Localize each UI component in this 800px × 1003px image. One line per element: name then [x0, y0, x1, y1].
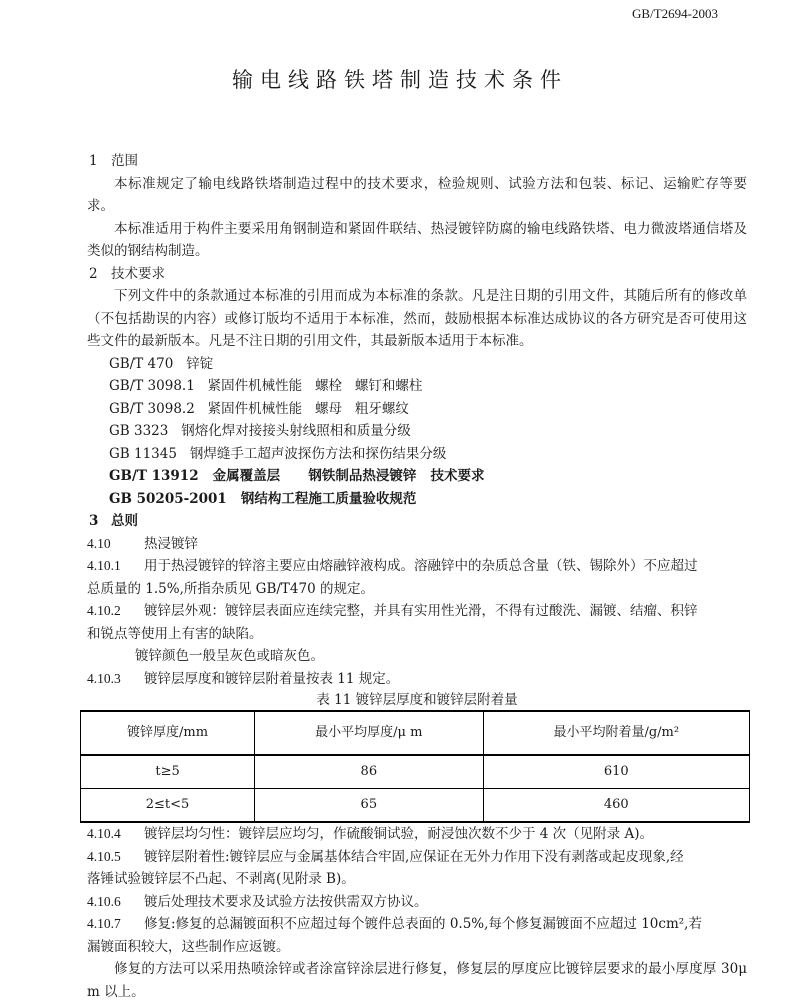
zinc-coating-table	[80, 710, 750, 823]
table-header-row	[81, 711, 750, 755]
reference-item: GB 11345 钢焊缝手工超声波探伤方法和探伤结果分级	[109, 445, 447, 462]
clause: 4.10.4 镀锌层均匀性：镀锌层应均匀，作硫酸铜试验，耐浸蚀次数不少于 4 次（见附录 A)。	[87, 826, 653, 842]
table-cell: 86	[255, 755, 483, 789]
table-cell: 460	[483, 789, 749, 823]
table-cell: 65	[255, 789, 483, 823]
reference-item: GB 3323 钢熔化焊对接接头射线照相和质量分级	[109, 423, 411, 439]
reference-item: GB/T 13912 金属覆盖层 钢铁制品热浸镀锌 技术要求	[109, 468, 485, 484]
section-heading: 1 范围	[89, 153, 138, 169]
table-header-cell: 最小平均厚度/μ m	[255, 711, 483, 755]
paragraph: 下列文件中的条款通过本标准的引用而成为本标准的条款。凡是注日期的引用文件，其随后所有的修改单（不包括勘误的内容）或修订版均不适用于本标准，然而，鼓励根据本标准达成协议的各方研究是否可使用这些文件的最新版本。凡是不注日期的引用文件，其最新版本适用于本标准。	[87, 288, 747, 349]
clause: 4.10.6 镀后处理技术要求及试验方法按供需双方协议。	[87, 893, 428, 910]
clause-continuation: 漏镀面积较大，这些制作应返镀。	[87, 938, 290, 955]
table-row	[81, 755, 750, 789]
table-cell: t≥5	[81, 755, 255, 789]
document-code: GB/T2694-2003	[632, 6, 718, 21]
reference-item: GB/T 3098.2 紧固件机械性能 螺母 粗牙螺纹	[109, 400, 409, 417]
reference-item: GB 50205-2001 钢结构工程施工质量验收规范	[109, 490, 417, 507]
table-caption: 表 11 镀锌层厚度和镀锌层附着量	[316, 692, 518, 708]
paragraph: 本标准适用于构件主要采用角钢制造和紧固件联结、热浸镀锌防腐的输电线路铁塔、电力微波塔通信塔及类似的钢结构制造。	[87, 220, 747, 259]
document-title: 输电线路铁塔制造技术条件	[232, 68, 568, 92]
paragraph: 修复的方法可以采用热喷涂锌或者涂富锌涂层进行修复，修复层的厚度应比镀锌层要求的最小厚度厚 30μ m 以上。	[87, 961, 747, 1000]
clause-continuation: 落锤试验镀锌层不凸起、不剥离(见附录 B)。	[87, 871, 355, 887]
clause: 4.10.3 镀锌层厚度和镀锌层附着量按表 11 规定。	[87, 670, 400, 687]
clause: 4.10.7 修复:修复的总漏镀面积不应超过每个镀件总表面的 0.5%,每个修复漏镀面不应超过 10cm²,若	[87, 916, 702, 932]
table-row	[81, 789, 750, 823]
table-header-cell: 镀锌厚度/mm	[81, 711, 255, 755]
clause: 4.10.2 镀锌层外观：镀锌层表面应连续完整，并具有实用性光滑，不得有过酸洗、漏镀、结瘤、积锌	[87, 603, 698, 619]
clause-continuation: 总质量的 1.5%,所指杂质见 GB/T470 的规定。	[87, 580, 374, 597]
table-cell: 2≤t<5	[81, 789, 255, 823]
clause: 4.10.5 镀锌层附着性:镀锌层应与金属基体结合牢固,应保证在无外力作用下没有剥落或起皮现象,经	[87, 848, 684, 865]
reference-item: GB/T 3098.1 紧固件机械性能 螺栓 螺钉和螺柱	[109, 378, 423, 394]
clause-continuation: 和锐点等使用上有害的缺陷。	[87, 625, 263, 642]
section-heading: 3 总则	[89, 513, 138, 529]
clause: 4.10 热浸镀锌	[87, 535, 198, 552]
clause-note: 镀锌颜色一般呈灰色或暗灰色。	[135, 648, 324, 664]
paragraph: 本标准规定了输电线路铁塔制造过程中的技术要求，检验规则、试验方法和包装、标记、运输贮存等要求。	[87, 175, 747, 214]
reference-item: GB/T 470 锌锭	[109, 355, 214, 372]
clause: 4.10.1 用于热浸镀锌的锌溶主要应由熔融锌液构成。溶融锌中的杂质总含量（铁、锡除外）不应超过	[87, 558, 698, 574]
table-cell: 610	[483, 755, 749, 789]
table-header-cell: 最小平均附着量/g/m²	[483, 711, 749, 755]
section-heading: 2 技术要求	[89, 265, 165, 282]
document-body	[87, 150, 747, 1003]
